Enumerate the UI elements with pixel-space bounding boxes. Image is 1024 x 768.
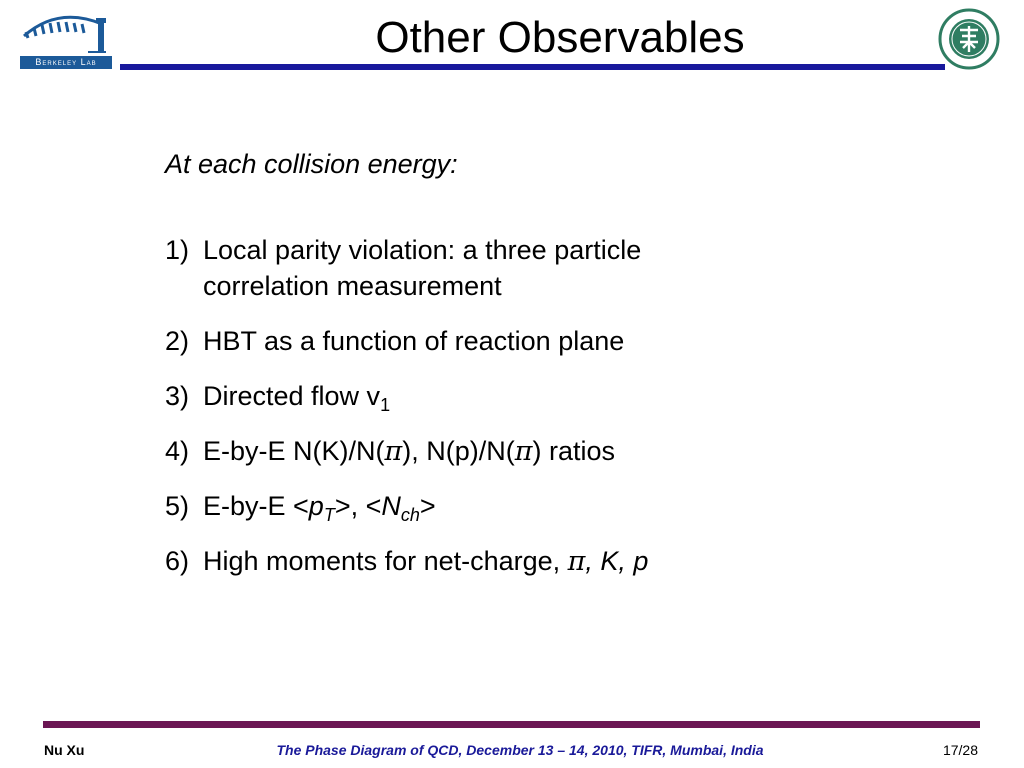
- list-item: [165, 433, 615, 470]
- item-text: ) ratios: [532, 436, 616, 466]
- berkeley-lab-logo: [18, 8, 114, 70]
- subscript: 1: [380, 395, 391, 415]
- item-number: 4): [165, 436, 190, 466]
- list-item: [165, 488, 436, 524]
- item-text: , K, p: [585, 546, 649, 576]
- slide-title: Other Observables: [375, 13, 745, 62]
- subscript: ch: [400, 505, 420, 525]
- item-continuation: correlation measurement: [203, 271, 502, 301]
- item-text: HBT as a function of reaction plane: [203, 326, 625, 356]
- berkeley-lab-logo-icon: [18, 8, 114, 56]
- intro-text: At each collision energy:: [165, 149, 458, 179]
- item-number: 3): [165, 381, 190, 411]
- item-text: >, <: [334, 491, 382, 521]
- list-item: [165, 543, 648, 580]
- item-text: >: [419, 491, 436, 521]
- list-item: [165, 232, 641, 304]
- item-number: 2): [165, 326, 190, 356]
- subscript: T: [323, 505, 335, 525]
- item-text: E-by-E N(K)/N(: [203, 436, 385, 466]
- item-text: ), N(p)/N(: [402, 436, 515, 466]
- item-text: High moments for net-charge,: [203, 546, 568, 576]
- pi-symbol: π: [384, 436, 403, 467]
- item-text: Local parity violation: a three particle: [203, 235, 642, 265]
- item-number: 1): [165, 235, 190, 265]
- item-number: 5): [165, 491, 190, 521]
- item-text: E-by-E <: [203, 491, 309, 521]
- pt-symbol: p: [308, 491, 324, 521]
- page-number: 17/28: [942, 742, 978, 758]
- list-item: [165, 378, 390, 414]
- slide-body: [165, 144, 945, 577]
- footer-divider: [43, 721, 980, 728]
- list-item: [165, 323, 624, 359]
- item-text: Directed flow v: [203, 381, 381, 411]
- berkeley-lab-logo-text: Berkeley Lab: [20, 56, 112, 69]
- pi-symbol: π: [567, 546, 586, 577]
- footer-author: Nu Xu: [44, 742, 85, 758]
- footer-conference: The Phase Diagram of QCD, December 13 – 14, 2010, TIFR, Mumbai, India: [276, 742, 764, 758]
- nch-symbol: N: [381, 491, 401, 521]
- title-divider: [120, 64, 945, 70]
- item-number: 6): [165, 546, 190, 576]
- pi-symbol: π: [514, 436, 533, 467]
- huazhong-university-seal: [938, 8, 1000, 70]
